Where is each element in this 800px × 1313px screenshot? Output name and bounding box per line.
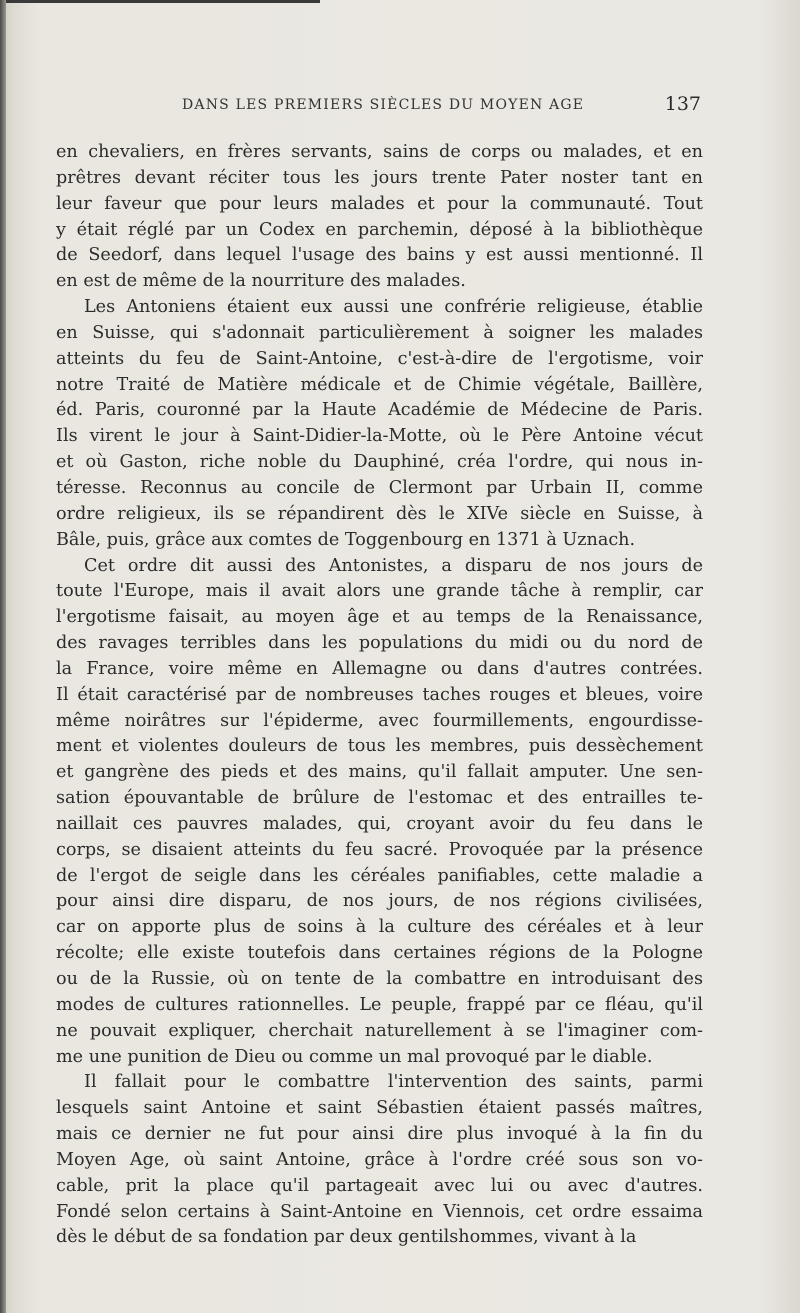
text-line: Bâle, puis, grâce aux comtes de Toggenbourg en 1371 à Uznach.: [56, 529, 636, 550]
text-line: me une punition de Dieu ou comme un mal provoqué par le diable.: [56, 1046, 653, 1067]
paragraph: [56, 1070, 703, 1251]
text-line: téresse. Reconnus au concile de Clermont par Urbain II, comme: [56, 477, 703, 498]
text-line: sation épouvantable de brûlure de l'estomac et des entrailles te-: [56, 788, 703, 809]
text-line: modes de cultures rationnelles. Le peuple, frappé par ce fléau, qu'il: [56, 994, 703, 1015]
text-line: ou de la Russie, où on tente de la combattre en introduisant des: [56, 969, 703, 989]
text-line: en Suisse, qui s'adonnait particulièrement à soigner les malades: [56, 322, 703, 343]
text-line: en est de même de la nourriture des malades.: [56, 271, 466, 292]
text-line: de l'ergot de seigle dans les céréales panifiables, cette maladie a: [56, 865, 703, 886]
text-line: ordre religieux, ils se répandirent dès le XIVe siècle en Suisse, à: [56, 503, 703, 524]
text-line: même noirâtres sur l'épiderme, avec fourmillements, engourdisse-: [56, 710, 703, 731]
text-line: ne pouvait expliquer, cherchait naturellement à se l'imaginer com-: [56, 1020, 703, 1041]
text-line: y était réglé par un Codex en parchemin, déposé à la bibliothèque: [56, 219, 703, 240]
paragraph: [56, 295, 703, 553]
text-line: de Seedorf, dans lequel l'usage des bains y est aussi mentionné. Il: [56, 245, 703, 266]
text-line: Il était caractérisé par de nombreuses taches rouges et bleues, voire: [56, 684, 703, 705]
text-line: et où Gaston, riche noble du Dauphiné, créa l'ordre, qui nous in-: [56, 452, 703, 473]
page-number: 137: [664, 93, 701, 115]
text-line: ment et violentes douleurs de tous les membres, puis dessèchement: [56, 736, 703, 757]
text-line: mais ce dernier ne fut pour ainsi dire plus invoqué à la fin du: [56, 1124, 703, 1145]
body-text: [56, 140, 703, 1251]
text-line: Il fallait pour le combattre l'intervention des saints, parmi: [84, 1072, 703, 1093]
text-line: et gangrène des pieds et des mains, qu'il fallait amputer. Une sen-: [56, 762, 703, 783]
text-line: toute l'Europe, mais il avait alors une grande tâche à remplir, car: [56, 581, 703, 602]
text-line: prêtres devant réciter tous les jours trente Pater noster tant en: [56, 167, 703, 188]
page-binding-edge: [0, 0, 6, 1313]
page-top-edge: [0, 0, 320, 3]
text-line: notre Traité de Matière médicale et de Chimie végétale, Baillère,: [56, 374, 703, 395]
paragraph: [56, 554, 703, 1071]
text-line: car on apporte plus de soins à la culture des céréales et à leur: [56, 917, 703, 938]
page-header: [58, 93, 703, 123]
text-line: des ravages terribles dans les populations du midi ou du nord de: [56, 633, 703, 654]
text-line: atteints du feu de Saint-Antoine, c'est-à-dire de l'ergotisme, voir: [56, 348, 703, 369]
text-line: lesquels saint Antoine et saint Sébastien étaient passés maîtres,: [56, 1098, 703, 1119]
running-head: DANS LES PREMIERS SIÈCLES DU MOYEN AGE: [182, 97, 585, 113]
text-line: leur faveur que pour leurs malades et pour la communauté. Tout: [56, 193, 703, 214]
text-line: Les Antoniens étaient eux aussi une confrérie religieuse, établie: [84, 297, 703, 318]
paragraph: [56, 140, 703, 295]
text-line: en chevaliers, en frères servants, sains de corps ou malades, et en: [56, 142, 703, 162]
text-line: corps, se disaient atteints du feu sacré. Provoquée par la présence: [56, 839, 703, 860]
text-line: cable, prit la place qu'il partageait avec lui ou avec d'autres.: [56, 1175, 703, 1196]
text-line: dès le début de sa fondation par deux gentilshommes, vivant à la: [56, 1227, 637, 1248]
text-line: récolte; elle existe toutefois dans certaines régions de la Pologne: [56, 943, 703, 964]
text-line: Fondé selon certains à Saint-Antoine en Viennois, cet ordre essaima: [56, 1201, 703, 1222]
text-line: éd. Paris, couronné par la Haute Académie de Médecine de Paris.: [56, 400, 703, 421]
text-line: la France, voire même en Allemagne ou dans d'autres contrées.: [56, 658, 703, 679]
text-line: l'ergotisme faisait, au moyen âge et au temps de la Renaissance,: [56, 607, 703, 628]
text-line: pour ainsi dire disparu, de nos jours, de nos régions civilisées,: [56, 891, 703, 912]
text-line: Moyen Age, où saint Antoine, grâce à l'ordre créé sous son vo-: [56, 1149, 703, 1170]
text-line: Cet ordre dit aussi des Antonistes, a disparu de nos jours de: [84, 555, 703, 576]
text-line: Ils virent le jour à Saint-Didier-la-Motte, où le Père Antoine vécut: [56, 426, 703, 447]
text-line: naillait ces pauvres malades, qui, croyant avoir du feu dans le: [56, 813, 703, 834]
